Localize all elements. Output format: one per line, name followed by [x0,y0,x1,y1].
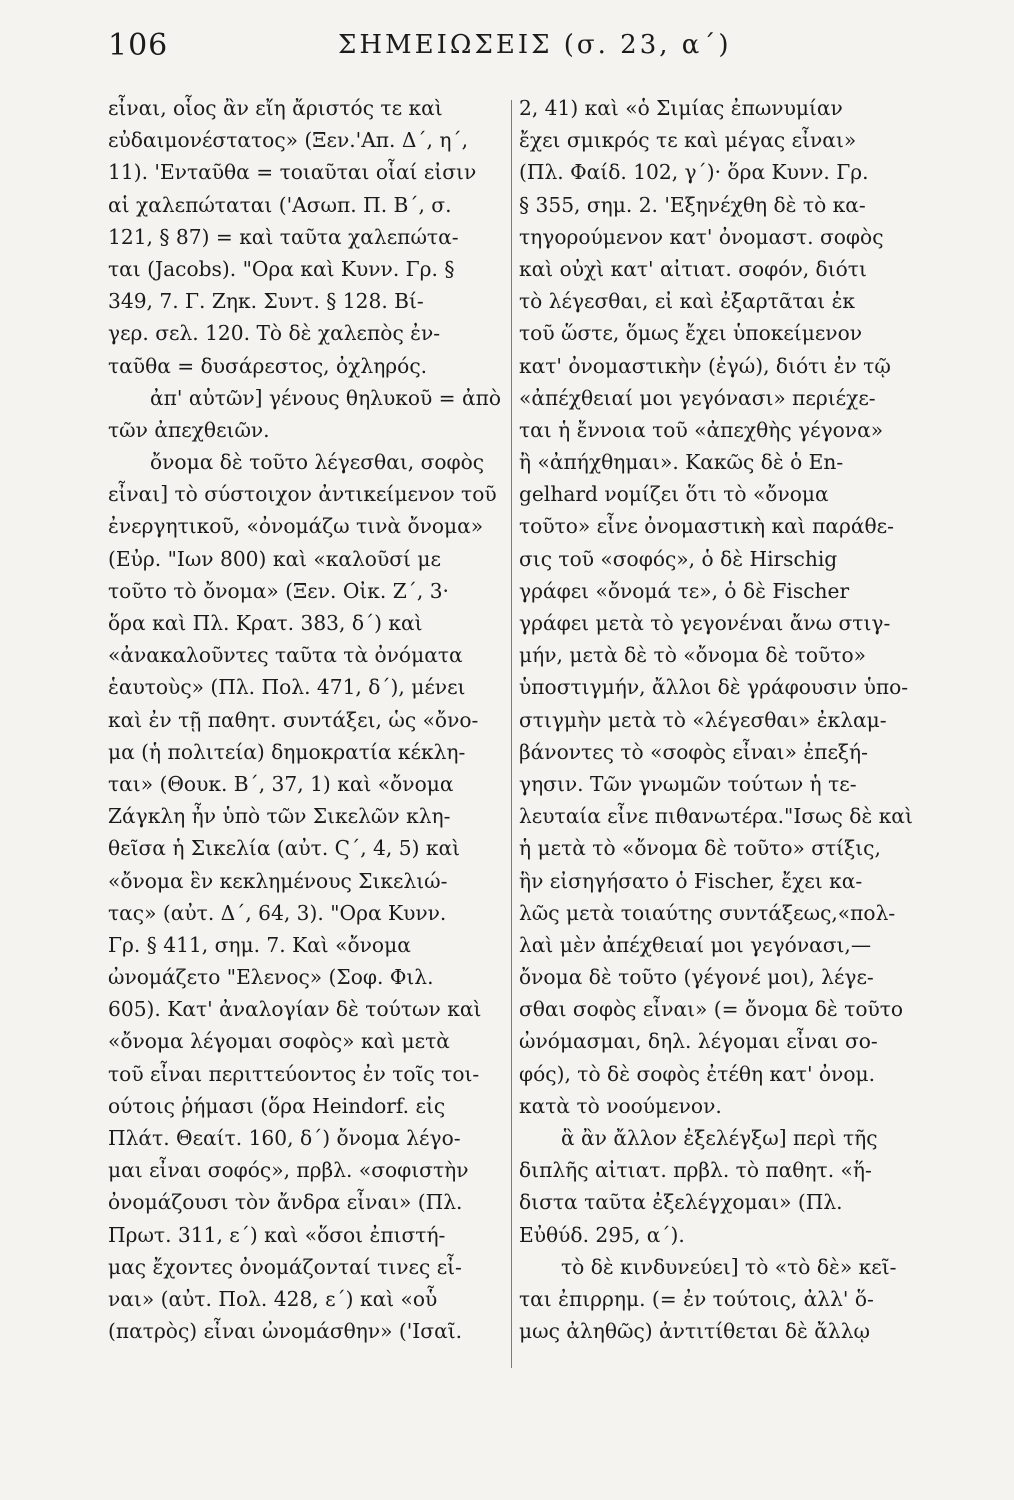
text-line: μως ἀληθῶς) ἀντιτίθεται δὲ ἄλλῳ [519,1319,870,1344]
text-line: λευταία εἶνε πιθανωτέρα."Ισως δὲ καὶ [519,804,913,829]
text-line: (πατρὸς) εἶναι ὠνομάσθην» ('Ισαῖ. [108,1319,463,1344]
text-line: τοῦ εἶναι περιττεύοντος ἐν τοῖς τοι- [108,1061,480,1086]
text-line: τοῦτο τὸ ὄνομα» (Ξεν. Οἰκ. Ζ΄, 3· [108,578,449,603]
text-line: γησιν. Τῶν γνωμῶν τούτων ἡ τε- [519,771,857,796]
text-line: σθαι σοφὸς εἶναι» (= ὄνομα δὲ τοῦτο [519,997,904,1022]
text-line: ούτοις ῥήμασι (ὅρα Heindorf. εἰς [108,1093,446,1118]
text-line: τοῦ ὥστε, ὅμως ἔχει ὑποκείμενον [519,321,862,346]
left-column [108,92,508,1347]
text-line: ται ἐπιρρημ. (= ἐν τούτοις, ἀλλ' ὅ- [519,1286,874,1311]
text-line: ὅρα καὶ Πλ. Κρατ. 383, δ΄) καὶ [108,611,423,635]
text-line: τοῦτο» εἶνε ὀνομαστικὴ καὶ παράθε- [519,514,894,539]
text-line: ναι» (αὐτ. Πολ. 428, ε΄) καὶ «οὗ [108,1286,438,1311]
text-line: εὐδαιμονέστατος» (Ξεν.'Απ. Δ΄, η΄, [108,128,468,153]
text-line: ταῦθα = δυσάρεστος, ὀχληρός. [108,353,428,378]
text-line: «ὄνομα ἓν κεκλημένους Σικελιώ- [108,868,448,893]
text-line: γράφει μετὰ τὸ γεγονέναι ἄνω στιγ- [519,611,891,635]
page-number: 106 [108,28,169,63]
running-head: ΣΗΜΕΙΩΣΕΙΣ (σ. 23, α΄) [338,30,732,60]
text-line: ἔχει σμικρός τε καὶ μέγας εἶναι» [519,128,857,153]
text-line: ὠνόμασμαι, δηλ. λέγομαι εἶναι σο- [519,1029,878,1054]
text-line: μα (ἡ πολιτεία) δημοκρατία κέκλη- [108,739,466,764]
text-line: (Πλ. Φαίδ. 102, γ΄)· ὅρα Κυνν. Γρ. [519,160,869,185]
text-line: σις τοῦ «σοφός», ὁ δὲ Hirschig [519,546,838,571]
text-line: μας ἔχοντες ὀνομάζονταί τινες εἶ- [108,1254,462,1279]
text-line: ται (Jacobs). "Ορα καὶ Κυνν. Γρ. § [108,256,455,281]
text-line: τὸ δὲ κινδυνεύει] τὸ «τὸ δὲ» κεῖ- [561,1254,897,1279]
text-line: Ζάγκλη ἦν ὑπὸ τῶν Σικελῶν κλη- [108,804,451,829]
text-line: κατ' ὀνομαστικὴν (ἐγώ), διότι ἐν τῷ [519,353,891,378]
text-line: γερ. σελ. 120. Τὸ δὲ χαλεπὸς ἐν- [108,321,441,346]
column-divider [511,100,512,1368]
text-line: ἢ «ἀπήχθημαι». Κακῶς δὲ ὁ En- [519,450,844,475]
text-line: Γρ. § 411, σημ. 7. Καὶ «ὄνομα [108,932,411,957]
text-line: 121, § 87) = καὶ ταῦτα χαλεπώτα- [108,224,459,249]
text-line: «ἀπέχθειαί μοι γεγόνασι» περιέχε- [519,385,876,410]
text-line: καὶ ἐν τῇ παθητ. συντάξει, ὡς «ὄνο- [108,707,479,732]
text-line: κατὰ τὸ νοούμενον. [519,1093,722,1118]
text-line: «ὄνομα λέγομαι σοφὸς» καὶ μετὰ [108,1029,450,1054]
text-line: ὀνομάζουσι τὸν ἄνδρα εἶναι» (Πλ. [108,1190,463,1215]
text-line: λαὶ μὲν ἀπέχθειαί μοι γεγόνασι,— [519,932,872,957]
right-column [519,92,919,1347]
page-header [108,28,908,72]
text-line: 349, 7. Γ. Ζηκ. Συντ. § 128. Βί- [108,289,424,314]
text-line: βάνοντες τὸ «σοφὸς εἶναι» ἐπεξή- [519,739,868,764]
text-line: § 355, σημ. 2. 'Εξηνέχθη δὲ τὸ κα- [519,192,866,217]
text-line: λῶς μετὰ τοιαύτης συντάξεως,«πολ- [519,900,896,925]
text-line: εἶναι, οἷος ἂν εἴη ἄριστός τε καὶ [108,96,443,120]
text-line: φός), τὸ δὲ σοφὸς ἐτέθη κατ' ὀνομ. [519,1061,876,1086]
text-line: αἱ χαλεπώταται ('Ασωπ. Π. Β΄, σ. [108,192,452,217]
text-line: ἐνεργητικοῦ, «ὀνομάζω τινὰ ὄνομα» [108,514,484,539]
text-line: τηγορούμενον κατ' ὀνομαστ. σοφὸς [519,224,884,249]
text-line: ἣν εἰσηγήσατο ὁ Fischer, ἔχει κα- [519,868,863,893]
text-line: ὑποστιγμήν, ἄλλοι δὲ γράφουσιν ὑπο- [519,675,909,700]
text-line: ἃ ἂν ἄλλον ἐξελέγξω] περὶ τῆς [561,1126,878,1150]
text-line: gelhard νομίζει ὅτι τὸ «ὄνομα [519,482,829,507]
text-line: «ἀνακαλοῦντες ταῦτα τὰ ὀνόματα [108,643,463,668]
text-line: ται» (Θουκ. Β΄, 37, 1) καὶ «ὄνομα [108,771,454,796]
text-line: γράφει «ὄνομά τε», ὁ δὲ Fischer [519,578,850,603]
text-line: μαι εἶναι σοφός», πρβλ. «σοφιστὴν [108,1158,469,1183]
text-line: διστα ταῦτα ἐξελέγχομαι» (Πλ. [519,1190,843,1215]
text-line: ἑαυτοὺς» (Πλ. Πολ. 471, δ΄), μένει [108,675,466,700]
text-line: ὠνομάζετο "Ελενος» (Σοφ. Φιλ. [108,965,434,990]
text-line: διπλῆς αἰτιατ. πρβλ. τὸ παθητ. «ἥ- [519,1158,872,1183]
text-line: ἀπ' αὐτῶν] γένους θηλυκοῦ = ἀπὸ [150,385,502,410]
text-line: στιγμὴν μετὰ τὸ «λέγεσθαι» ἐκλαμ- [519,707,887,732]
text-line: μήν, μετὰ δὲ τὸ «ὄνομα δὲ τοῦτο» [519,643,867,668]
text-line: θεῖσα ἡ Σικελία (αὐτ. Ϛ΄, 4, 5) καὶ [108,836,461,861]
text-line: καὶ οὐχὶ κατ' αἰτιατ. σοφόν, διότι [519,256,867,281]
text-line: εἶναι] τὸ σύστοιχον ἀντικείμενον τοῦ [108,482,497,507]
text-line: (Εὐρ. "Ιων 800) καὶ «καλοῦσί με [108,546,441,571]
text-line: τὸ λέγεσθαι, εἰ καὶ ἐξαρτᾶται ἐκ [519,289,856,314]
text-line: 11). 'Ενταῦθα = τοιαῦται οἷαί εἰσιν [108,160,477,185]
text-line: Εὐθύδ. 295, α΄). [519,1222,685,1247]
text-line: τῶν ἀπεχθειῶν. [108,417,270,442]
text-line: τας» (αὐτ. Δ΄, 64, 3). "Ορα Κυνν. [108,900,447,925]
text-line: Πλάτ. Θεαίτ. 160, δ΄) ὄνομα λέγο- [108,1126,461,1150]
text-line: ται ἡ ἔννοια τοῦ «ἀπεχθὴς γέγονα» [519,417,884,442]
text-line: 605). Κατ' ἀναλογίαν δὲ τούτων καὶ [108,997,482,1022]
text-line: ὄνομα δὲ τοῦτο λέγεσθαι, σοφὸς [150,450,485,475]
text-line: Πρωτ. 311, ε΄) καὶ «ὅσοι ἐπιστή- [108,1222,446,1247]
text-line: ὄνομα δὲ τοῦτο (γέγονέ μοι), λέγε- [519,965,874,990]
text-line: ἡ μετὰ τὸ «ὄνομα δὲ τοῦτο» στίξις, [519,836,881,861]
text-line: 2, 41) καὶ «ὁ Σιμίας ἐπωνυμίαν [519,96,843,120]
